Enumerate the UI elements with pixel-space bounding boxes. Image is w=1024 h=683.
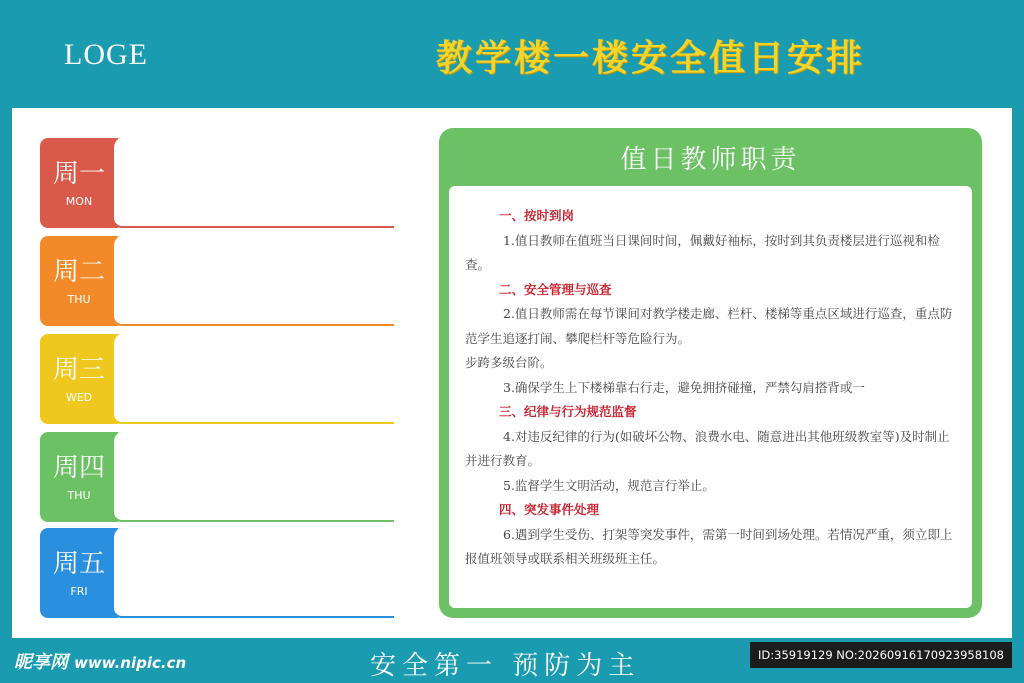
page-title: 教学楼一楼安全值日安排 [436,38,866,79]
schedule-board [12,108,1012,638]
duty-section-heading: 三、纪律与行为规范监督 [499,404,637,419]
day-label-en: THU [67,292,91,306]
duty-section-heading: 一、按时到岗 [499,208,575,223]
duty-paragraph: 步跨多级台阶。 [465,355,553,370]
day-entry-box [112,528,394,618]
day-row [40,432,392,522]
duty-paragraph: 4.对违反纪律的行为(如破坏公物、浪费水电、随意进出其他班级教室等)及时制止并进行教育。 [465,428,950,468]
duty-panel-body [449,186,972,608]
logo-text: LOGE [64,38,148,71]
day-tab [40,334,118,424]
duty-paragraph: 2.值日教师需在每节课间对教学楼走廊、栏杆、楼梯等重点区域进行巡查，重点防范学生追逐打闹、攀爬栏杆等危险行为。 [465,306,953,346]
watermark-url: www.nipic.cn [74,654,187,672]
day-entry-box [112,432,394,522]
day-label-cn: 周四 [52,452,105,483]
day-entry-box [112,236,394,326]
day-tab [40,138,118,228]
watermark-brand [14,648,186,674]
day-row [40,236,392,326]
day-label-cn: 周二 [52,256,105,287]
day-row [40,138,392,228]
day-tab [40,236,118,326]
duty-paragraph: 1.值日教师在值班当日课间时间，佩戴好袖标，按时到其负责楼层进行巡视和检查。 [465,232,940,272]
day-label-en: THU [67,488,91,502]
watermark-id: ID:35919129 NO:20260916170923958108 [750,642,1012,668]
day-label-cn: 周一 [52,158,105,189]
footer-slogan: 安全第一 预防为主 [370,651,641,681]
duty-paragraph: 3.确保学生上下楼梯靠右行走，避免拥挤碰撞，严禁勾肩搭背或一 [503,379,865,395]
day-tab [40,432,118,522]
day-entry-box [112,334,394,424]
duty-paragraph: 6.遇到学生受伤、打架等突发事件，需第一时间到场处理。若情况严重，须立即上报值班领导或联系相关班级班主任。 [465,526,953,566]
day-entry-box [112,138,394,228]
day-tab [40,528,118,618]
duty-paragraph: 5.监督学生文明活动，规范言行举止。 [503,477,715,493]
day-label-cn: 周三 [52,354,105,385]
duty-content [465,204,960,572]
day-label-en: MON [65,194,93,208]
day-label-en: WED [65,390,93,404]
duty-section-heading: 四、突发事件处理 [499,502,600,517]
duty-panel [439,128,982,618]
watermark-brand-name: 昵享网 [14,652,68,673]
day-row [40,334,392,424]
duty-section-heading: 二、安全管理与巡查 [499,281,612,297]
duty-panel-title: 值日教师职责 [620,144,801,175]
day-label-cn: 周五 [52,548,105,579]
day-label-en: FRI [70,584,88,598]
day-row [40,528,392,618]
